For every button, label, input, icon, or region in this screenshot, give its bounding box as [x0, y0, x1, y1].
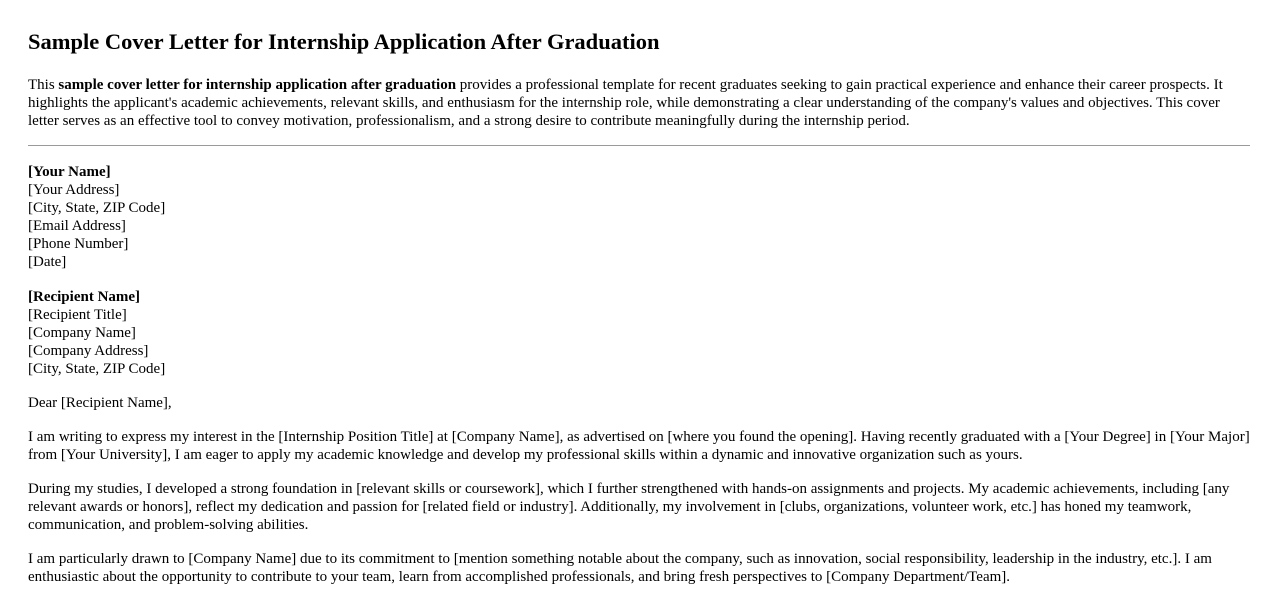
recipient-block	[28, 288, 1250, 378]
sender-address: [Your Address]	[28, 182, 120, 198]
recipient-title: [Recipient Title]	[28, 307, 127, 323]
sender-phone: [Phone Number]	[28, 236, 129, 252]
sender-email: [Email Address]	[28, 218, 126, 234]
divider	[28, 145, 1250, 146]
sender-date: [Date]	[28, 254, 67, 270]
recipient-address: [Company Address]	[28, 343, 149, 359]
sender-city: [City, State, ZIP Code]	[28, 200, 166, 216]
sender-block	[28, 163, 1250, 271]
intro-suffix: provides a professional template for recent graduates seeking to gain practical experience and enhance their career prospects. It highlights the applicant's academic achievements, relevant skills, and enthusiasm for the internship role, while demonstrating a clear understanding of the company's values and objectives. This cover letter serves as an effective tool to convey motivation, professionalism, and a strong desire to contribute meaningfully during the internship period.	[28, 77, 1223, 129]
recipient-company: [Company Name]	[28, 325, 136, 341]
sender-name: [Your Name]	[28, 164, 111, 180]
intro-bold-phrase: sample cover letter for internship application after graduation	[58, 77, 457, 93]
recipient-city: [City, State, ZIP Code]	[28, 361, 166, 377]
body-paragraph-1: I am writing to express my interest in the [Internship Position Title] at [Company Name], as advertised on [where you found the opening]. Having recently graduated with a [Your Degree] in [Your Major] from [Your University], I am eager to apply my academic knowledge and develop my professional skills within a dynamic and innovative organization such as yours.	[28, 429, 1250, 463]
salutation: Dear [Recipient Name],	[28, 395, 172, 411]
recipient-name: [Recipient Name]	[28, 289, 141, 305]
body-paragraph-2: During my studies, I developed a strong foundation in [relevant skills or coursework], which I further strengthened with hands-on assignments and projects. My academic achievements, including [any relevant awards or honors], reflect my dedication and passion for [related field or industry]. Additionally, my involvement in [clubs, organizations, volunteer work, etc.] has honed my teamwork, communication, and problem-solving abilities.	[28, 481, 1230, 533]
intro-prefix: This	[28, 77, 59, 93]
body-paragraph-3: I am particularly drawn to [Company Name] due to its commitment to [mention something notable about the company, such as innovation, social responsibility, leadership in the industry, etc.]. I am enthusiastic about the opportunity to contribute to your team, learn from accomplished professionals, and bring fresh perspectives to [Company Department/Team].	[28, 551, 1212, 585]
intro-paragraph	[28, 76, 1250, 130]
page-title: Sample Cover Letter for Internship Application After Graduation	[28, 29, 660, 54]
